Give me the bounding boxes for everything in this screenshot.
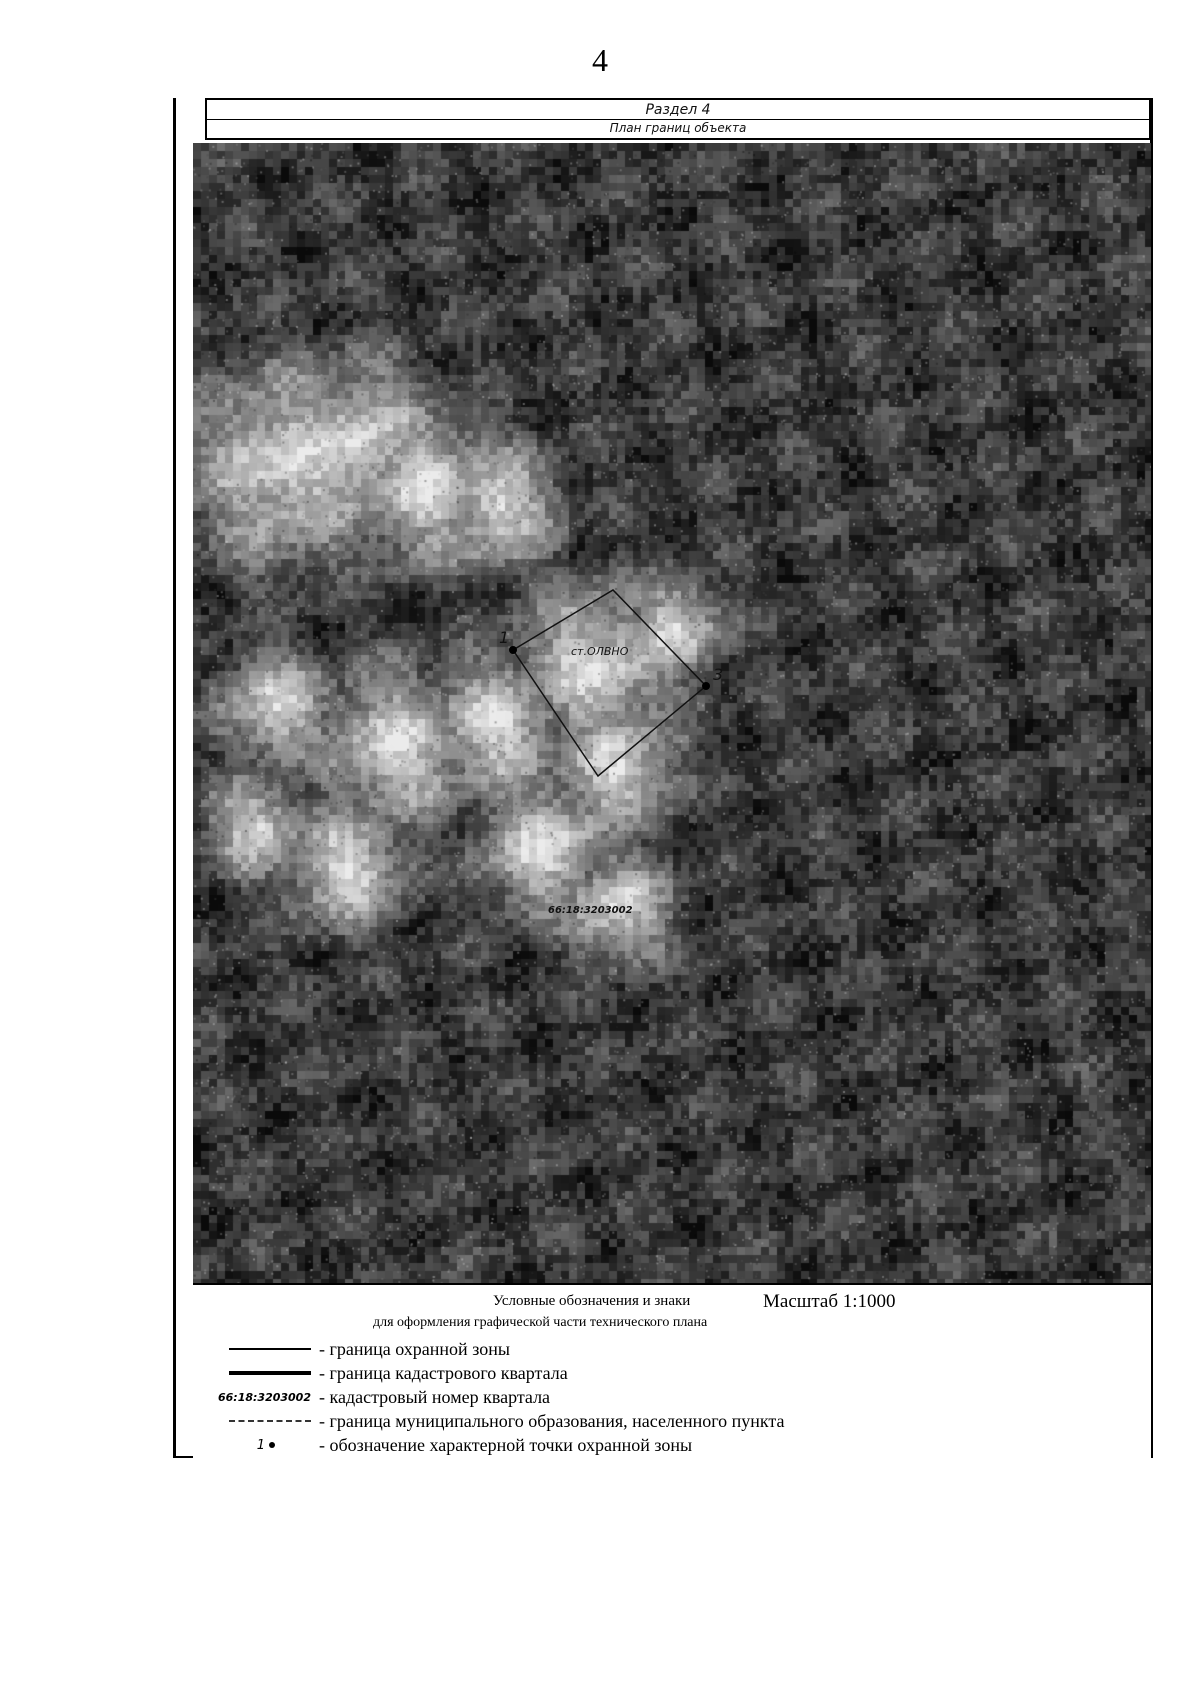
zone-point-icon: 1 — [257, 1438, 275, 1453]
legend-item-label: - граница муниципального образования, населенного пункта — [319, 1410, 785, 1431]
legend-item-quarter-boundary — [213, 1361, 568, 1385]
legend-item-zone-point — [213, 1433, 692, 1457]
quarter-code-label: 66:18:3203002 — [548, 905, 633, 916]
section-title: Раздел 4 — [645, 102, 711, 118]
zone-point-3-label: 3 — [713, 665, 724, 684]
quarter-boundary-line-icon — [229, 1371, 311, 1375]
zone-point-3-dot — [702, 682, 710, 690]
section-header — [205, 98, 1151, 140]
legend-item-label: - обозначение характерной точки охранной зоны — [319, 1434, 693, 1455]
legend-item-label: - граница кадастрового квартала — [319, 1362, 568, 1383]
aerial-map — [193, 143, 1151, 1283]
legend — [193, 1283, 1151, 1459]
legend-item-zone-boundary — [213, 1337, 510, 1361]
section-subtitle: План границ объекта — [207, 119, 1149, 137]
page-number: 4 — [592, 42, 608, 78]
legend-item-quarter-number — [213, 1385, 550, 1409]
zone-point-1-label: 1 — [499, 628, 510, 647]
zone-point-1-dot — [509, 646, 517, 654]
legend-subtitle: для оформления графической части технического плана — [373, 1315, 708, 1330]
legend-item-label: - граница охранной зоны — [319, 1338, 510, 1359]
legend-item-municipal-boundary — [213, 1409, 785, 1433]
parcel-label: ст.ОЛВНО — [571, 645, 629, 658]
protection-zone-boundary — [513, 590, 706, 776]
quarter-code-sample: 66:18:3203002 — [218, 1390, 311, 1404]
map-scale: Масштаб 1:1000 — [763, 1291, 896, 1312]
legend-title: Условные обозначения и знаки — [493, 1293, 691, 1309]
municipal-boundary-line-icon — [229, 1420, 311, 1422]
map-overlay — [193, 143, 1151, 1283]
legend-item-label: - кадастровый номер квартала — [319, 1386, 551, 1407]
zone-boundary-line-icon — [229, 1348, 311, 1350]
